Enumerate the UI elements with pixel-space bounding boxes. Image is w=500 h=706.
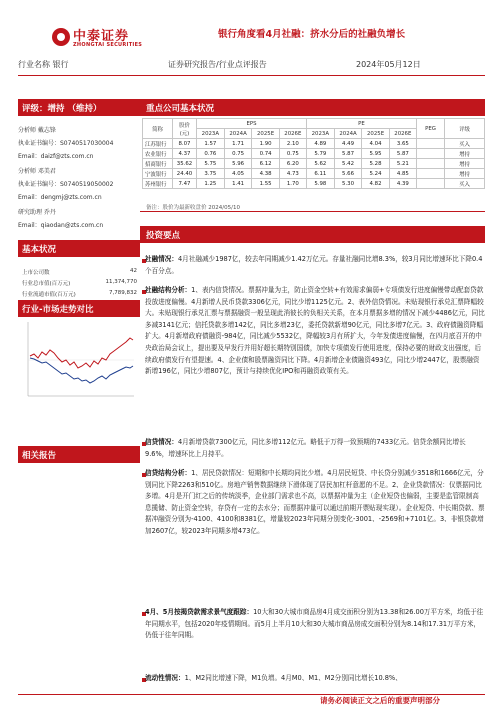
peg-cell: [417, 169, 445, 179]
price-cell: 7.47: [173, 179, 197, 189]
eps-cell: 1.25: [197, 179, 225, 189]
company-name-cell: 宁波银行: [143, 169, 173, 179]
price-cell: 35.62: [173, 159, 197, 169]
pe-cell: 5.98: [306, 179, 334, 189]
peg-cell: [417, 139, 445, 149]
industry-series-line: [30, 338, 133, 368]
report-meta: [18, 56, 485, 74]
analyst-2-name: 分析师 邓美君: [18, 168, 56, 175]
analyst-3-name: 研究助理 乔丹: [18, 209, 56, 216]
eps-cell: 6.20: [279, 159, 306, 169]
industry-name: 行业名称 银行: [18, 60, 69, 69]
pe-cell: 5.42: [334, 159, 362, 169]
trend-bar: 行业-市场走势对比: [18, 300, 140, 317]
table-note: 备注：股价为最新收盘价 2024/05/10: [146, 205, 240, 211]
pe-cell: 4.82: [362, 179, 389, 189]
table-divider: [140, 211, 485, 212]
rating-cell: 增持: [445, 149, 485, 159]
report-title: 银行角度看4月社融：挤水分后的社融负增长: [218, 29, 406, 40]
eps-cell: 1.55: [252, 179, 279, 189]
eps-cell: 1.57: [197, 139, 225, 149]
eps-cell: 1.90: [252, 139, 279, 149]
peg-cell: [417, 159, 445, 169]
pe-cell: 3.65: [389, 139, 416, 149]
col-price-header: 股价 (元): [173, 119, 197, 139]
pe-cell: 5.28: [362, 159, 389, 169]
pe-cell: 4.04: [362, 139, 389, 149]
table-row: [143, 149, 485, 159]
footer-disclaimer: 请务必阅读正文之后的重要声明部分: [320, 696, 440, 705]
year-header: 2023A: [306, 129, 334, 139]
eps-cell: 3.75: [197, 169, 225, 179]
price-cell: 8.07: [173, 139, 197, 149]
trend-chart: [20, 318, 138, 426]
company-name-cell: 苏州银行: [143, 179, 173, 189]
key-points-bar: 投资要点: [140, 226, 485, 243]
market-series-line: [30, 358, 133, 383]
year-header: 2025E: [362, 129, 389, 139]
logo-text-en: ZHONGTAI SECURITIES: [73, 42, 143, 48]
analyst-1-name: 分析师 戴志锋: [18, 127, 56, 134]
report-header: [0, 0, 500, 62]
company-name-cell: 招商银行: [143, 159, 173, 169]
company-logo-icon: [52, 28, 70, 46]
report-date: 2024年05月12日: [356, 60, 421, 69]
eps-cell: 5.96: [224, 159, 252, 169]
header-divider: [18, 75, 485, 76]
eps-cell: 5.75: [197, 159, 225, 169]
peg-cell: [417, 179, 445, 189]
analyst-3-email: Email：qiaodan@zts.com.cn: [18, 222, 104, 229]
rating-cell: 增持: [445, 169, 485, 179]
report-type: 证券研究报告/行业点评报告: [168, 60, 267, 69]
year-header: 2024A: [334, 129, 362, 139]
basic-row: [22, 268, 137, 278]
col-name-header: 简称: [143, 119, 173, 139]
trend-chart-svg: [20, 318, 138, 426]
basic-value: 7,789,832: [109, 290, 137, 296]
analyst-2-cert: 执业证书编号：S0740519050002: [18, 181, 114, 188]
pe-cell: 5.62: [306, 159, 334, 169]
paragraph-sf-structure: 社融结构分析：1、表内信贷情况。票据冲量为主，防止资金空转+有效需求偏弱+专项债发行进度偏慢带动配套贷款投放进度偏慢。4月新增人民币贷款3306亿元，同比少增1125亿元。2、表外信贷情况。未贴现银行承兑汇票降幅较大。未贴现银行承兑汇票与票据融资一般呈现此消彼长的负相关关系，在本月票据多增的情况下减少4486亿元，同比多减3141亿元；信托贷款多增142亿，同比多增23亿，委托贷款新增90亿元，同比多增7亿元。3、政府债融资降幅扩大。4月新增政府债融资-984亿，同比减少5532亿，降幅较3月有所扩大，今年发债进度偏慢，在四月底召开的中央政治局会议上，提出要及早发行并用好超长期特别国债，加快专项债发行使用进度，保持必要的财政支出强度，后续政府债发行有望提速。4、企业债和股票融资同比下降。4月新增企业债融资493亿，同比少增2447亿，股票融资新增196亿，同比少增807亿，预计与持续优化IPO和再融资政策有关。: [145, 286, 485, 376]
table-row: [143, 139, 485, 149]
logo-text-cn: 中泰证券: [73, 29, 130, 44]
year-header: 2026E: [389, 129, 416, 139]
table-row: [143, 179, 485, 189]
paragraph-credit-structure: 信贷结构分析：1、居民贷款情况：短期和中长期均同比少增。4月居民短贷、中长贷分别减少3518和1666亿元，分别同比下降2263和510亿。房地产销售数据继续下滑体现了居民加杠杆意愿的不足。2、企业贷款情况：仅票据同比多增。4月是开门红之后的传统淡季，企业部门需求也不高，以票据冲量为主（企业短贷也偏弱，主要是监管限制高息揽储、防止资金空转，存贷有一定的去水分；而票据冲量可以通过前期开票贴现实现）。企业短贷、中长期贷款、票据冲融资分别为-4100、4100和8381亿，增量较2023年同期分别变化-3001、-2569和+7101亿。3、非银贷款增加2607亿，较2023年同期多增473亿。: [145, 469, 485, 535]
pe-cell: 5.24: [362, 169, 389, 179]
eps-cell: 6.12: [252, 159, 279, 169]
key-company-table: [142, 118, 485, 189]
col-peg-header: PEG: [417, 119, 445, 139]
peg-cell: [417, 149, 445, 159]
eps-cell: 1.70: [279, 179, 306, 189]
eps-cell: 4.38: [252, 169, 279, 179]
basic-row: [22, 290, 137, 300]
pe-cell: 5.30: [334, 179, 362, 189]
eps-cell: 2.10: [279, 139, 306, 149]
basic-status-bar: 基本状况: [18, 240, 140, 257]
price-cell: 4.37: [173, 149, 197, 159]
year-header: 2026E: [279, 129, 306, 139]
pe-cell: 5.66: [334, 169, 362, 179]
col-rating-header: 评级: [445, 119, 485, 139]
eps-cell: 4.73: [279, 169, 306, 179]
year-header: 2024A: [224, 129, 252, 139]
basic-key: 行业流通市值(百万元): [22, 292, 76, 298]
paragraph-credit: 信贷情况：4月新增贷款7300亿元，同比多增112亿元。略低于万得一致预期的7433亿元。信贷余额同比增长9.6%，增速环比上月持平。: [145, 438, 466, 458]
key-company-bar: 重点公司基本状况: [140, 99, 485, 116]
pe-cell: 4.85: [389, 169, 416, 179]
year-header: 2025E: [252, 129, 279, 139]
eps-cell: 4.05: [224, 169, 252, 179]
rating-cell: 买入: [445, 139, 485, 149]
related-reports-bar: 相关报告: [18, 446, 140, 463]
col-pe-header: PE: [306, 119, 416, 129]
company-name-cell: 江苏银行: [143, 139, 173, 149]
basic-key: 行业总市值(百万元): [22, 281, 71, 287]
pe-cell: 4.39: [389, 179, 416, 189]
eps-cell: 1.41: [224, 179, 252, 189]
analyst-2-email: Email：dengmj@zts.com.cn: [18, 194, 102, 201]
basic-key: 上市公司数: [22, 270, 50, 276]
pe-cell: 5.79: [306, 149, 334, 159]
year-header: 2023A: [197, 129, 225, 139]
pe-cell: 5.87: [334, 149, 362, 159]
paragraph-mortgage: 4月、5月按揭贷款需求景气度跟踪：10大和30大城市商品房4月成交面积分别为13.38和26.00万平方米，均低于往年同期水平，包括2020年疫情期间。而5月上半月10大和30大城市商品房成交面积分别为8.14和17.31万平方米，仍低于往年同期。: [145, 608, 484, 640]
table-row: [143, 169, 485, 179]
pe-cell: 6.11: [306, 169, 334, 179]
eps-cell: 1.71: [224, 139, 252, 149]
pe-cell: 4.49: [334, 139, 362, 149]
rating-bar: 评级：增持 （维持）: [18, 99, 140, 116]
basic-value: 42: [130, 268, 137, 274]
pe-cell: 5.21: [389, 159, 416, 169]
eps-cell: 0.75: [224, 149, 252, 159]
eps-cell: 0.75: [279, 149, 306, 159]
eps-cell: 0.74: [252, 149, 279, 159]
rating-cell: 增持: [445, 159, 485, 169]
table-row: [143, 159, 485, 169]
pe-cell: 5.87: [389, 149, 416, 159]
analyst-1-cert: 执业证书编号：S0740517030004: [18, 140, 114, 147]
price-cell: 24.40: [173, 169, 197, 179]
basic-value: 11,374,770: [105, 279, 137, 285]
analyst-1-email: Email：daizf@zts.com.cn: [18, 153, 94, 160]
pe-cell: 4.89: [306, 139, 334, 149]
paragraph-liquidity: 流动性情况：1、M2同比增速下降，M1负增。4月M0、M1、M2分别同比增长10.8%、: [145, 674, 402, 682]
eps-cell: 0.76: [197, 149, 225, 159]
pe-cell: 5.95: [362, 149, 389, 159]
basic-row: [22, 279, 137, 289]
paragraph-social-financing: 社融情况：4月社融减少1987亿，较去年同期减少1.42万亿元。存量社融同比增8.3%，较3月同比增速环比下降0.4个百分点。: [145, 255, 483, 275]
rating-cell: 买入: [445, 179, 485, 189]
company-name-cell: 农业银行: [143, 149, 173, 159]
col-eps-header: EPS: [197, 119, 307, 129]
